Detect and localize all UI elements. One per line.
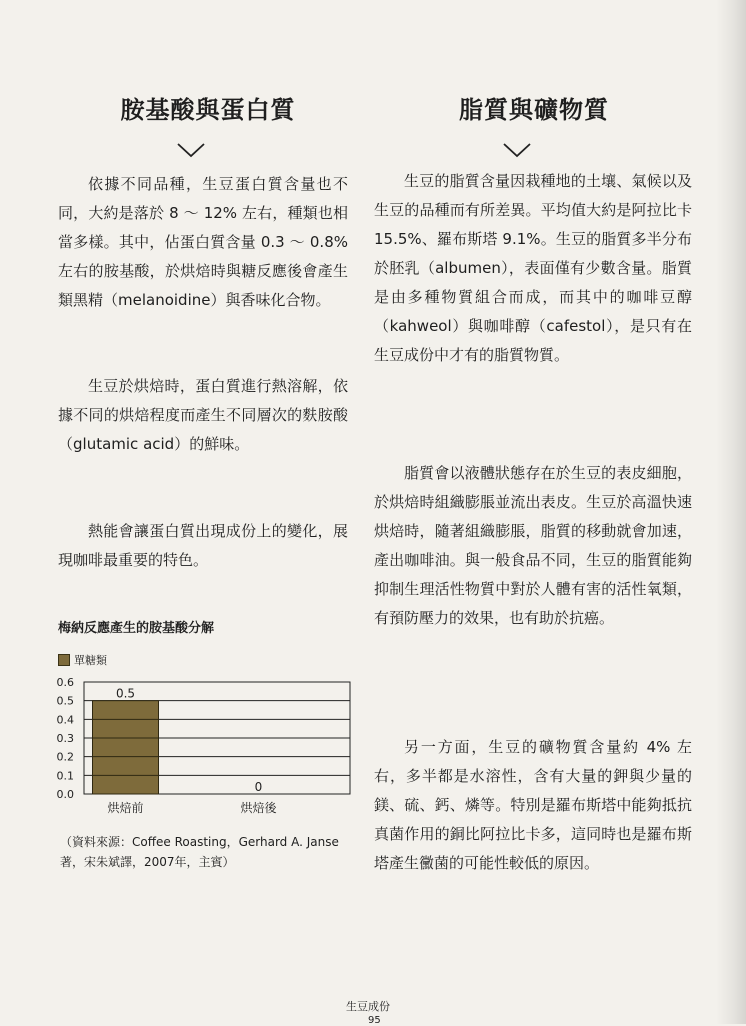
left-paragraph-2: 生豆於烘焙時，蛋白質進行熱溶解，依據不同的烘焙程度而產生不同層次的麩胺酸（glutamic acid）的鮮味。 [58,377,348,453]
right-paragraph-3: 另一方面，生豆的礦物質含量約 4% 左右，多半都是水溶性，含有大量的鉀與少量的鎂、硫、鈣、燐等。特別是羅布斯塔中能夠抵抗真菌作用的銅比阿拉比卡多，這同時也是羅布斯塔產生黴菌的可能性較低的原因。 [374,738,692,872]
x-category-label: 烘焙前 [107,801,144,815]
chart-title: 梅納反應產生的胺基酸分解 [58,621,215,636]
data-label: 0.5 [115,686,136,701]
legend-swatch [58,654,70,666]
data-label: 0 [254,780,263,794]
y-tick-label: 0.6 [56,676,74,689]
x-category-label: 烘焙後 [240,801,277,815]
page-edge-shadow [716,0,746,1024]
page-number: 95 [368,1015,381,1026]
y-tick-label: 0.4 [56,713,74,727]
chevron-down-icon [176,142,206,158]
left-paragraph-1: 依據不同品種，生豆蛋白質含量也不同，大約是落於 8 ～ 12% 左右，種類也相當多樣。其中，佔蛋白質含量 0.3 ～ 0.8% 左右的胺基酸，於烘焙時與糖反應後會產生類黑精（melanoidine）與香味化合物。 [58,175,348,309]
chart-legend [58,652,107,668]
right-paragraph-2: 脂質會以液體狀態存在於生豆的表皮細胞，於烘焙時組織膨脹並流出表皮。生豆於高溫快速烘焙時，隨著組織膨脹，脂質的移動就會加速，產出咖啡油。與一般食品不同，生豆的脂質能夠抑制生理活性物質中對於人體有害的活性氧類，有預防壓力的效果，也有助於抗癌。 [374,464,692,627]
y-tick-label: 0.3 [56,732,74,745]
footer-section-label: 生豆成份 [346,1000,390,1013]
chart-source-note: （資料來源：Coffee Roasting，Gerhard A. Janse著，宋朱斌譯，2007年，主賓） [60,835,339,869]
bar [93,701,159,794]
y-tick-label: 0.1 [56,769,74,783]
right-paragraph-1: 生豆的脂質含量因栽種地的土壤、氣候以及生豆的品種而有所差異。平均值大約是阿拉比卡 15.5%、羅布斯塔 9.1%。生豆的脂質多半分布於胚乳（albumen），表面僅有少數含量。脂質是由多種物質組合而成，而其中的咖啡豆醇（kahweol）與咖啡醇（cafestol），是只有在生豆成份中才有的脂質物質。 [374,172,692,364]
left-heading: 胺基酸與蛋白質 [120,96,296,124]
left-paragraph-3: 熱能會讓蛋白質出現成份上的變化，展現咖啡最重要的特色。 [58,522,348,569]
amino-acid-bar-chart [52,668,352,828]
right-heading: 脂質與礦物質 [459,96,609,124]
chevron-down-icon [502,142,532,158]
y-tick-label: 0.0 [56,788,74,801]
y-tick-label: 0.5 [56,694,74,708]
legend-label: 單糖類 [74,654,107,667]
y-tick-label: 0.2 [56,750,74,764]
